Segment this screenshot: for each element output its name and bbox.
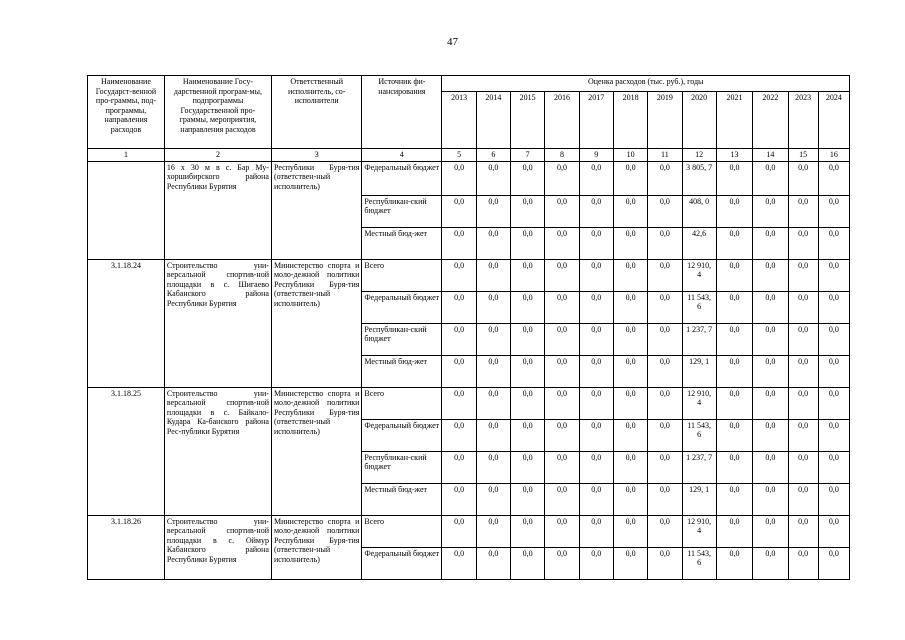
event-code: 3.1.18.24: [88, 259, 165, 387]
expense-value: 0,0: [788, 259, 818, 291]
expense-value: 0,0: [818, 291, 849, 323]
expense-value: 0,0: [716, 161, 752, 195]
funding-source: Всего: [362, 387, 442, 419]
expense-value: 0,0: [511, 355, 545, 387]
expense-value: 0,0: [579, 515, 613, 547]
expense-value: 0,0: [788, 483, 818, 515]
responsible-executor: Министерство спорта и моло-дежной политики Республики Буря-тия (ответствен-ный исполнитель): [271, 259, 361, 387]
expense-value: 0,0: [511, 161, 545, 195]
expense-value: 0,0: [818, 161, 849, 195]
expense-value: 0,0: [753, 291, 788, 323]
expense-value: 0,0: [579, 387, 613, 419]
expense-value: 0,0: [442, 195, 476, 227]
expense-value: 0,0: [788, 451, 818, 483]
expense-value: 0,0: [613, 515, 647, 547]
expense-value: 0,0: [545, 161, 579, 195]
expense-value: 0,0: [511, 227, 545, 259]
expense-value: 0,0: [716, 355, 752, 387]
expense-value: 0,0: [648, 291, 682, 323]
expense-value: 0,0: [442, 419, 476, 451]
event-name: Строительство уни-версальной спортив-ной площадки в с. Шигаево Кабанского района Республики Бурятия: [164, 259, 271, 387]
event-code: [88, 161, 165, 259]
funding-source: Федеральный бюджет: [362, 161, 442, 195]
expense-value: 0,0: [648, 259, 682, 291]
expense-value: 129, 1: [682, 483, 716, 515]
header-year: 2016: [545, 92, 579, 149]
expense-value: 11 543, 6: [682, 291, 716, 323]
expense-value: 0,0: [613, 161, 647, 195]
expense-value: 0,0: [753, 259, 788, 291]
header-name: Наименование Государст-венной про-граммы, под-программы, направления расходов: [88, 76, 165, 149]
expense-value: 3 805, 7: [682, 161, 716, 195]
expense-value: 0,0: [442, 323, 476, 355]
expense-value: 0,0: [545, 227, 579, 259]
expense-value: 0,0: [579, 547, 613, 579]
expense-value: 0,0: [545, 355, 579, 387]
expense-value: 0,0: [753, 161, 788, 195]
expense-value: 0,0: [476, 161, 510, 195]
expense-value: 0,0: [442, 547, 476, 579]
expense-value: 0,0: [788, 355, 818, 387]
expense-value: 0,0: [579, 419, 613, 451]
expense-value: 0,0: [716, 419, 752, 451]
column-number: 2: [164, 149, 271, 162]
responsible-executor: Министерство спорта и моло-дежной политики Республики Буря-тия (ответствен-ный исполнитель): [271, 515, 361, 579]
expense-value: 0,0: [511, 195, 545, 227]
expense-value: 0,0: [442, 483, 476, 515]
expense-value: 408, 0: [682, 195, 716, 227]
expense-value: 0,0: [511, 387, 545, 419]
expense-value: 0,0: [753, 195, 788, 227]
expense-value: 0,0: [648, 227, 682, 259]
expense-value: 0,0: [476, 195, 510, 227]
expense-value: 0,0: [613, 323, 647, 355]
expense-value: 0,0: [545, 259, 579, 291]
column-number: 11: [648, 149, 682, 162]
expense-value: 0,0: [613, 291, 647, 323]
expense-value: 12 910, 4: [682, 387, 716, 419]
expense-value: 0,0: [818, 195, 849, 227]
expense-value: 0,0: [818, 451, 849, 483]
expense-value: 0,0: [511, 483, 545, 515]
expense-value: 0,0: [579, 323, 613, 355]
table-row: [88, 387, 850, 419]
expense-value: 0,0: [716, 259, 752, 291]
expense-value: 0,0: [579, 355, 613, 387]
expense-value: 0,0: [613, 419, 647, 451]
expense-value: 0,0: [613, 451, 647, 483]
expense-value: 0,0: [511, 259, 545, 291]
page-number: 47: [447, 36, 458, 48]
expense-value: 1 237, 7: [682, 451, 716, 483]
expense-value: 12 910, 4: [682, 259, 716, 291]
header-responsible: Ответственный исполнитель, со-исполнители: [271, 76, 361, 149]
column-number: 15: [788, 149, 818, 162]
responsible-executor: Министерство спорта и моло-дежной политики Республики Буря-тия (ответствен-ный исполнитель): [271, 387, 361, 515]
expense-value: 0,0: [511, 323, 545, 355]
expense-value: 0,0: [545, 291, 579, 323]
column-number: 4: [362, 149, 442, 162]
expense-value: 0,0: [476, 259, 510, 291]
expense-value: 0,0: [442, 227, 476, 259]
expense-value: 0,0: [648, 547, 682, 579]
expense-value: 0,0: [613, 259, 647, 291]
expense-value: 0,0: [716, 291, 752, 323]
expense-value: 0,0: [648, 195, 682, 227]
expense-value: 0,0: [753, 515, 788, 547]
funding-source: Федеральный бюджет: [362, 291, 442, 323]
expense-value: 0,0: [648, 323, 682, 355]
expense-value: 0,0: [476, 547, 510, 579]
expense-value: 0,0: [476, 323, 510, 355]
funding-source: Местный бюд-жет: [362, 355, 442, 387]
expense-value: 0,0: [511, 291, 545, 323]
expense-value: 0,0: [613, 195, 647, 227]
header-source: Источник фи-нансирования: [362, 76, 442, 149]
expense-value: 0,0: [613, 483, 647, 515]
expense-value: 0,0: [788, 291, 818, 323]
header-year: 2015: [511, 92, 545, 149]
table-row: [88, 515, 850, 547]
expense-value: 1 237, 7: [682, 323, 716, 355]
header-year: 2020: [682, 92, 716, 149]
expense-value: 0,0: [716, 387, 752, 419]
expense-value: 0,0: [648, 419, 682, 451]
expense-value: 0,0: [613, 227, 647, 259]
funding-source: Республикан-ский бюджет: [362, 323, 442, 355]
expense-value: 0,0: [545, 419, 579, 451]
expense-value: 0,0: [648, 515, 682, 547]
event-code: 3.1.18.26: [88, 515, 165, 579]
expense-value: 0,0: [753, 387, 788, 419]
expense-value: 129, 1: [682, 355, 716, 387]
column-number: 16: [818, 149, 849, 162]
expense-value: 0,0: [788, 195, 818, 227]
header-year: 2018: [613, 92, 647, 149]
expense-value: 0,0: [476, 355, 510, 387]
expense-value: 0,0: [545, 515, 579, 547]
column-number: 5: [442, 149, 476, 162]
table-body: [88, 149, 850, 580]
expense-value: 0,0: [545, 451, 579, 483]
expense-value: 0,0: [818, 515, 849, 547]
responsible-executor: Республики Буря-тия (ответствен-ный исполнитель): [271, 161, 361, 259]
expense-value: 0,0: [788, 387, 818, 419]
expense-value: 0,0: [579, 227, 613, 259]
expense-value: 0,0: [476, 483, 510, 515]
expense-value: 11 543, 6: [682, 547, 716, 579]
expense-value: 42,6: [682, 227, 716, 259]
expense-value: 0,0: [545, 323, 579, 355]
expense-value: 0,0: [648, 451, 682, 483]
expense-value: 0,0: [716, 451, 752, 483]
expense-value: 0,0: [716, 323, 752, 355]
expense-value: 0,0: [788, 161, 818, 195]
expense-value: 0,0: [579, 451, 613, 483]
column-number: 8: [545, 149, 579, 162]
funding-source: Всего: [362, 259, 442, 291]
expense-value: 0,0: [442, 355, 476, 387]
expense-value: 0,0: [716, 547, 752, 579]
expense-value: 0,0: [545, 387, 579, 419]
funding-source: Федеральный бюджет: [362, 419, 442, 451]
expense-value: 0,0: [511, 419, 545, 451]
expense-value: 0,0: [753, 419, 788, 451]
expense-value: 0,0: [442, 515, 476, 547]
expense-value: 0,0: [545, 547, 579, 579]
column-number: 1: [88, 149, 165, 162]
budget-table: [87, 75, 850, 580]
funding-source: Федеральный бюджет: [362, 547, 442, 579]
expense-value: 11 543, 6: [682, 419, 716, 451]
expense-value: 0,0: [818, 419, 849, 451]
expense-value: 0,0: [476, 515, 510, 547]
expense-value: 0,0: [442, 291, 476, 323]
expense-value: 0,0: [613, 355, 647, 387]
expense-value: 0,0: [511, 547, 545, 579]
expense-value: 0,0: [476, 227, 510, 259]
header-program: Наименование Госу-дарственной програм-мы, подпрограммы Государственной про-граммы, мероприятия, направления расходов: [164, 76, 271, 149]
expense-value: 0,0: [613, 387, 647, 419]
expense-value: 0,0: [545, 195, 579, 227]
funding-source: Республикан-ский бюджет: [362, 195, 442, 227]
event-name: 16 x 30 м в с. Бар Му-хоршибирского района Республики Бурятия: [164, 161, 271, 259]
expense-value: 0,0: [818, 259, 849, 291]
event-name: Строительство уни-версальной спортив-ной площадки в с. Байкало-Кудара Ка-банского района Рес-публики Бурятия: [164, 387, 271, 515]
expense-value: 0,0: [476, 419, 510, 451]
column-number: 12: [682, 149, 716, 162]
expense-value: 0,0: [511, 451, 545, 483]
expense-value: 0,0: [579, 195, 613, 227]
expense-value: 0,0: [442, 259, 476, 291]
expense-value: 0,0: [579, 161, 613, 195]
header-year: 2022: [753, 92, 788, 149]
header-estimate: Оценка расходов (тыс. руб.), годы: [442, 76, 850, 92]
header-year: 2019: [648, 92, 682, 149]
expense-value: 0,0: [442, 451, 476, 483]
expense-value: 0,0: [818, 323, 849, 355]
expense-value: 0,0: [716, 195, 752, 227]
header-year: 2021: [716, 92, 752, 149]
expense-value: 0,0: [818, 387, 849, 419]
expense-value: 0,0: [648, 161, 682, 195]
expense-value: 0,0: [476, 291, 510, 323]
expense-value: 0,0: [818, 483, 849, 515]
expense-value: 0,0: [788, 515, 818, 547]
expense-value: 0,0: [753, 451, 788, 483]
column-number: 10: [613, 149, 647, 162]
expense-value: 0,0: [753, 355, 788, 387]
table-row: [88, 161, 850, 195]
expense-value: 0,0: [648, 387, 682, 419]
expense-value: 0,0: [545, 483, 579, 515]
event-name: Строительство уни-версальной спортив-ной площадки в с. Оймур Кабанского района Республики Бурятия: [164, 515, 271, 579]
expense-value: 0,0: [716, 515, 752, 547]
expense-value: 0,0: [753, 483, 788, 515]
funding-source: Местный бюд-жет: [362, 227, 442, 259]
funding-source: Местный бюд-жет: [362, 483, 442, 515]
expense-value: 0,0: [511, 515, 545, 547]
expense-value: 0,0: [716, 483, 752, 515]
column-number: 9: [579, 149, 613, 162]
expense-value: 12 910, 4: [682, 515, 716, 547]
expense-value: 0,0: [648, 483, 682, 515]
header-year: 2023: [788, 92, 818, 149]
expense-value: 0,0: [476, 451, 510, 483]
expense-value: 0,0: [818, 227, 849, 259]
header-year: 2013: [442, 92, 476, 149]
expense-value: 0,0: [579, 483, 613, 515]
expense-value: 0,0: [442, 387, 476, 419]
column-number: 14: [753, 149, 788, 162]
expense-value: 0,0: [788, 227, 818, 259]
header-year: 2024: [818, 92, 849, 149]
expense-value: 0,0: [753, 227, 788, 259]
expense-value: 0,0: [788, 419, 818, 451]
header-year: 2017: [579, 92, 613, 149]
column-number: 3: [271, 149, 361, 162]
expense-value: 0,0: [716, 227, 752, 259]
expense-value: 0,0: [788, 547, 818, 579]
expense-value: 0,0: [788, 323, 818, 355]
expense-value: 0,0: [753, 323, 788, 355]
expense-value: 0,0: [818, 547, 849, 579]
expense-value: 0,0: [442, 161, 476, 195]
funding-source: Всего: [362, 515, 442, 547]
event-code: 3.1.18.25: [88, 387, 165, 515]
column-number: 13: [716, 149, 752, 162]
column-number: 6: [476, 149, 510, 162]
column-number: 7: [511, 149, 545, 162]
expense-value: 0,0: [476, 387, 510, 419]
expense-value: 0,0: [579, 259, 613, 291]
table-row: [88, 259, 850, 291]
expense-value: 0,0: [579, 291, 613, 323]
header-year: 2014: [476, 92, 510, 149]
expense-value: 0,0: [753, 547, 788, 579]
expense-value: 0,0: [613, 547, 647, 579]
funding-source: Республикан-ский бюджет: [362, 451, 442, 483]
expense-value: 0,0: [648, 355, 682, 387]
column-number-row: [88, 149, 850, 162]
expense-value: 0,0: [818, 355, 849, 387]
